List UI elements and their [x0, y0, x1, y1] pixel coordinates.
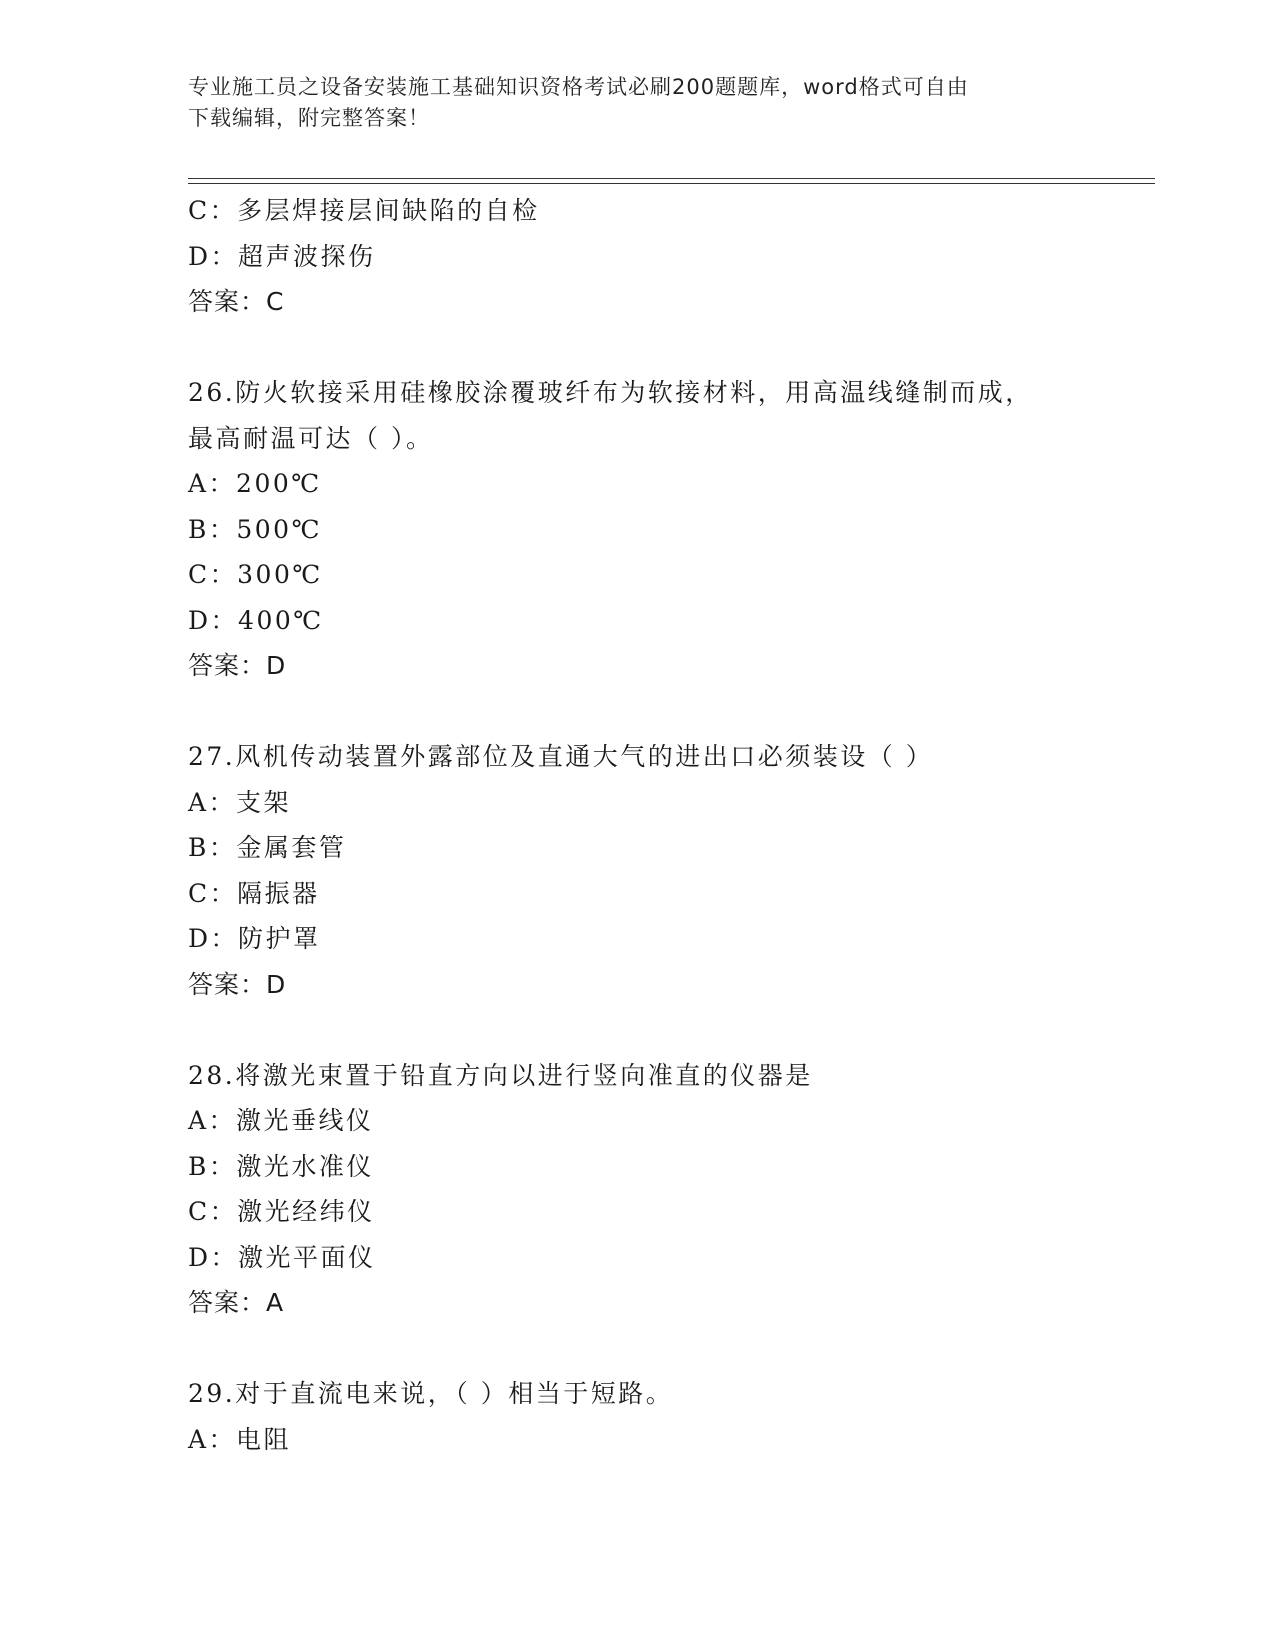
header-title-line2: 下载编辑，附完整答案！ — [188, 106, 430, 130]
q26-stem-line1: 26.防火软接采用硅橡胶涂覆玻纤布为软接材料，用高温线缝制而成， — [188, 378, 1033, 407]
spacer — [188, 689, 1088, 735]
spacer — [188, 325, 1088, 371]
q28-stem: 28.将激光束置于铅直方向以进行竖向准直的仪器是 — [188, 1060, 813, 1090]
document-header — [188, 72, 1088, 134]
q28-option-b: B：激光水准仪 — [188, 1151, 374, 1181]
q26-option-a: A：200℃ — [188, 469, 322, 498]
q28-answer: 答案：A — [188, 1288, 285, 1317]
q27-stem: 27.风机传动装置外露部位及直通大气的进出口必须装设（ ） — [188, 742, 934, 771]
q26-option-c: C：300℃ — [188, 560, 323, 589]
q27-option-c: C：隔振器 — [188, 878, 320, 908]
question-list — [188, 188, 1088, 1462]
q25-answer: 答案：C — [188, 287, 285, 316]
header-divider-top — [188, 178, 1155, 179]
q29-stem: 29.对于直流电来说，（ ）相当于短路。 — [188, 1379, 674, 1408]
q28-option-c: C：激光经纬仪 — [188, 1197, 375, 1226]
q29-option-a: A：电阻 — [188, 1424, 292, 1454]
q27-option-d: D：防护罩 — [188, 924, 321, 953]
q28-option-a: A：激光垂线仪 — [188, 1106, 374, 1135]
spacer — [188, 1326, 1088, 1372]
header-divider-bottom — [188, 183, 1155, 184]
spacer — [188, 1007, 1088, 1053]
q27-answer: 答案：D — [188, 969, 287, 999]
q27-option-b: B：金属套管 — [188, 833, 347, 862]
q25-option-c: C：多层焊接层间缺陷的自检 — [188, 196, 540, 225]
header-title-line1: 专业施工员之设备安装施工基础知识资格考试必刷200题题库，word格式可自由 — [188, 75, 969, 99]
q26-option-b: B：500℃ — [188, 514, 323, 544]
q26-stem-line2: 最高耐温可达（ ）。 — [188, 423, 434, 453]
q27-option-a: A：支架 — [188, 787, 292, 817]
q26-option-d: D：400℃ — [188, 605, 324, 635]
q26-answer: 答案：D — [188, 651, 287, 680]
q28-option-d: D：激光平面仪 — [188, 1242, 376, 1272]
q25-option-d: D：超声波探伤 — [188, 241, 376, 271]
